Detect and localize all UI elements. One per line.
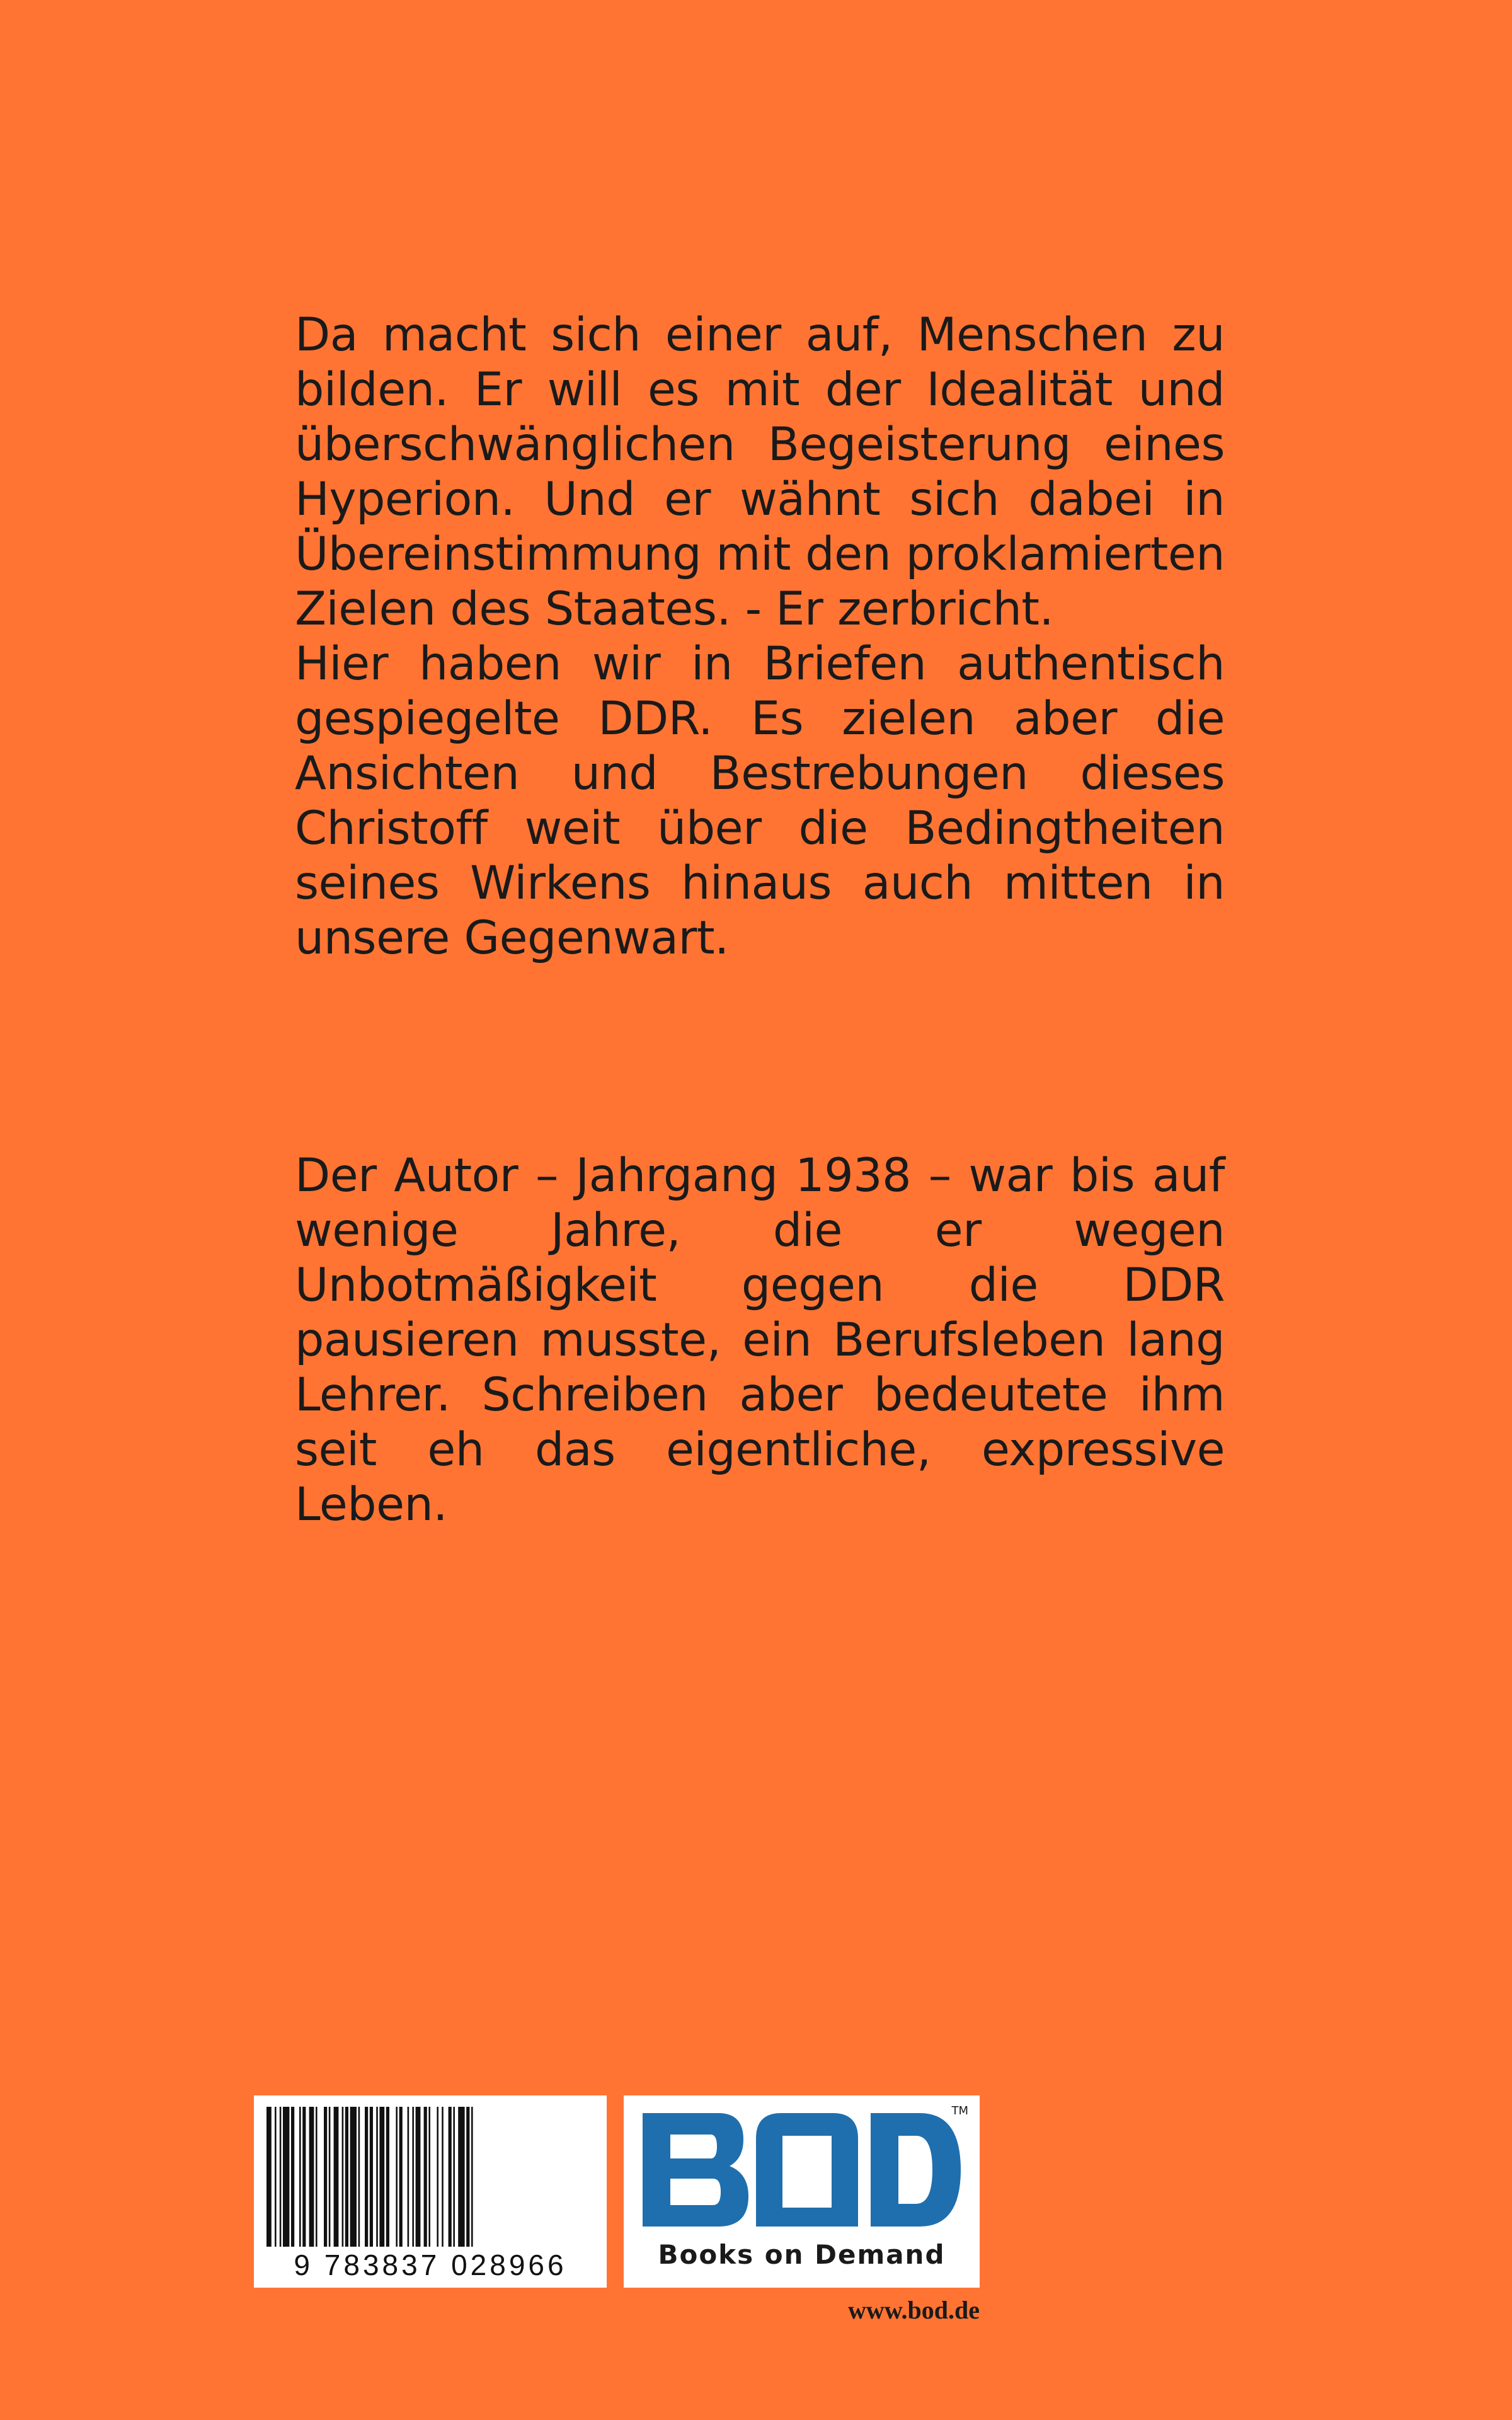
- barcode-bar: [466, 2107, 469, 2247]
- barcode-bar: [428, 2107, 430, 2247]
- barcode-bar: [437, 2107, 438, 2247]
- blurb-main: [295, 308, 1225, 965]
- publisher-tagline: Books on Demand: [658, 2239, 946, 2270]
- barcode-bar: [408, 2107, 410, 2247]
- barcode-icon: [266, 2107, 594, 2247]
- publisher-logo-box: [624, 2095, 980, 2288]
- isbn-number: 9 783837 028966: [294, 2249, 567, 2281]
- barcode-bar: [350, 2107, 357, 2247]
- barcode-bar: [370, 2107, 373, 2247]
- barcode-bar: [379, 2107, 384, 2247]
- barcode-bar: [334, 2107, 339, 2247]
- blurb-paragraph-2: Hier haben wir in Briefen authentisch gespiegelte DDR. Es zielen aber die Ansichten und Bestrebungen dieses Christoff weit über die Bedingtheiten seines Wirkens hinaus auch mitten in unsere Gegenwart.: [295, 637, 1225, 965]
- barcode-bar: [458, 2107, 464, 2247]
- blurb-paragraph-1: Da macht sich einer auf, Menschen zu bilden. Er will es mit der Idealität und überschwänglichen Begeisterung eines Hyperion. Und er wähnt sich dabei in Übereinstimmung mit den proklamierten Zielen des Staates. - Er zerbricht.: [295, 308, 1225, 636]
- barcode-bar: [345, 2107, 348, 2247]
- barcode-bar: [275, 2107, 277, 2247]
- author-bio-text: Der Autor – Jahrgang 1938 – war bis auf wenige Jahre, die er wegen Unbotmäßigkeit gegen die DDR pausieren musste, ein Berufsleben lang Lehrer. Schreiben aber bedeutete ihm seit eh das eigentliche, expressive Leben.: [295, 1149, 1225, 1531]
- barcode-bar: [309, 2107, 314, 2247]
- barcode-bar: [266, 2107, 272, 2247]
- barcode-bar: [291, 2107, 294, 2247]
- barcode-bar: [324, 2107, 327, 2247]
- barcode-bar: [342, 2107, 344, 2247]
- barcode-bar: [316, 2107, 318, 2247]
- barcode-bar: [299, 2107, 301, 2247]
- barcode-bar: [302, 2107, 306, 2247]
- barcode-bar: [396, 2107, 398, 2247]
- isbn-barcode: [254, 2095, 607, 2288]
- barcode-bar: [453, 2107, 455, 2247]
- barcode-bar: [424, 2107, 427, 2247]
- barcode-bar: [329, 2107, 331, 2247]
- barcode-bar: [283, 2107, 289, 2247]
- author-bio: [295, 1148, 1225, 1532]
- barcode-bar: [471, 2107, 473, 2247]
- barcode-bar: [416, 2107, 421, 2247]
- trademark-mark: TM: [951, 2104, 968, 2118]
- barcode-bar: [386, 2107, 389, 2247]
- publisher-website: www.bod.de: [848, 2296, 980, 2324]
- barcode-bar: [358, 2107, 360, 2247]
- barcode-bar: [442, 2107, 444, 2247]
- bod-logo-icon: [643, 2113, 961, 2227]
- barcode-bar: [365, 2107, 368, 2247]
- publisher-logo-text: [0, 0, 1, 1]
- barcode-bar: [412, 2107, 414, 2247]
- barcode-bar: [376, 2107, 378, 2247]
- barcode-bar: [449, 2107, 452, 2247]
- barcode-bar: [399, 2107, 403, 2247]
- barcode-bar: [280, 2107, 282, 2247]
